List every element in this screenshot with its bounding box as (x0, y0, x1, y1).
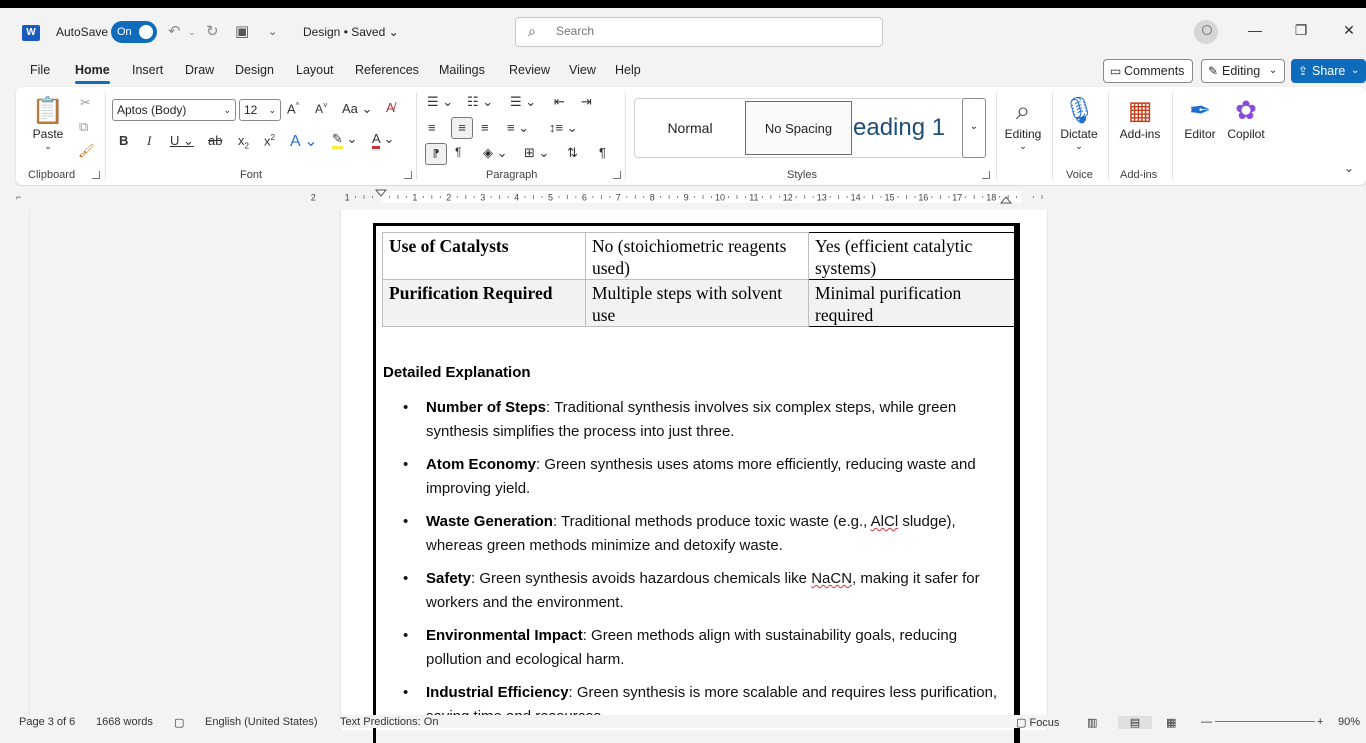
tab-stop-icon[interactable]: ⌐ (16, 192, 22, 202)
ruler-number: 2 (446, 192, 452, 203)
autosave-label: AutoSave (56, 25, 109, 39)
list-item-text: sludge), whereas green methods minimize and detoxify waste. (426, 513, 956, 554)
ruler-number: 12 (782, 192, 793, 203)
table-cell[interactable]: Use of Catalysts (383, 233, 586, 280)
redo-icon[interactable]: ↻ (206, 23, 219, 40)
styles-gallery (634, 98, 986, 158)
ruler-number: 2 (310, 192, 316, 203)
undo-icon[interactable]: ↶ (168, 23, 181, 40)
paragraph-launcher-icon[interactable] (613, 171, 621, 179)
autosave-toggle[interactable] (111, 21, 157, 43)
tab-review[interactable]: Review (509, 63, 550, 77)
chevron-down-icon: ⌄ (969, 121, 979, 132)
microphone-icon: 🎙 (1062, 95, 1096, 125)
focus-icon: ▢ (1016, 717, 1027, 729)
copy-icon[interactable]: ⧉ (79, 119, 89, 134)
chevron-down-icon: ⌄ (223, 105, 231, 115)
line-spacing-icon[interactable]: ↕≡ ⌄ (549, 120, 578, 135)
search-icon: ⌕ (528, 23, 536, 39)
editor-button[interactable]: ✒ Editor (1180, 93, 1220, 141)
horizontal-ruler (310, 190, 1048, 204)
voice-label: Voice (1066, 169, 1093, 181)
pencil-icon: ✎ (1208, 64, 1219, 78)
ruler-number: 18 (986, 192, 997, 203)
close-icon[interactable]: ✕ (1343, 22, 1355, 38)
add-ins-button[interactable]: ▦ Add-ins (1116, 93, 1164, 141)
ribbon (16, 87, 1366, 185)
editing-mode-button[interactable]: ✎ Editing ⌄ (1201, 59, 1285, 83)
minimize-icon[interactable]: — (1248, 22, 1262, 38)
subscript-icon[interactable]: $x_2$ (238, 133, 249, 151)
language-status[interactable]: English (United States) (205, 716, 318, 728)
list-item-text: : Traditional methods produce toxic waste (e.g., (552, 513, 871, 530)
list-item-text: : Green synthesis uses atoms more efficiently, reducing waste and improving yield. (426, 456, 976, 497)
ruler-number: 10 (714, 192, 726, 203)
list-item[interactable] (383, 453, 1008, 501)
sort-icon[interactable]: ⇅ (567, 145, 578, 160)
ruler-number: 9 (683, 192, 689, 203)
editor-pen-icon: ✒ (1189, 95, 1211, 125)
ruler-number: 7 (615, 192, 621, 203)
divider (1172, 93, 1173, 179)
list-item[interactable] (383, 396, 1008, 444)
list-item[interactable] (383, 510, 1008, 558)
table-cell[interactable]: No (stoichiometric reagents used) (586, 233, 809, 280)
tab-home[interactable]: Home (75, 63, 110, 77)
change-case-icon[interactable]: Aa ⌄ (342, 101, 373, 116)
tab-view[interactable]: View (569, 63, 596, 77)
list-item-text: : Green synthesis is more scalable and requires less purification, (568, 684, 998, 701)
ruler-area (0, 186, 1366, 210)
clipboard-label: Clipboard (28, 169, 76, 181)
tab-references[interactable]: References (355, 63, 419, 77)
divider (1108, 93, 1109, 179)
comments-button[interactable]: ▭ Comments (1103, 59, 1193, 83)
list-item[interactable] (383, 624, 1008, 672)
bullet-list (383, 396, 1008, 738)
chevron-down-icon: ⌄ (44, 141, 52, 151)
undo-dropdown-icon[interactable]: ⌄ (188, 27, 196, 37)
table-cell[interactable]: Purification Required (383, 280, 586, 327)
table-cell[interactable]: Minimal purification required (809, 280, 1015, 327)
comment-icon: ▭ (1110, 64, 1122, 78)
font-launcher-icon[interactable] (404, 171, 412, 179)
clipboard-icon: 📋 (31, 95, 65, 125)
save-icon[interactable]: ▣ (235, 23, 250, 40)
ruler-number: 1 (344, 192, 350, 203)
tab-file[interactable]: File (30, 63, 51, 77)
spelling-error[interactable]: AlCl (870, 513, 899, 530)
list-item[interactable] (383, 567, 1008, 615)
tab-layout[interactable]: Layout (296, 63, 334, 77)
share-icon: ⇪ (1298, 64, 1309, 78)
font-name-select[interactable]: Aptos (Body) ⌄ (112, 99, 236, 121)
paste-button[interactable]: 📋 Paste ⌄ (31, 95, 65, 151)
avatar[interactable] (1194, 20, 1218, 44)
title-bar (0, 8, 1366, 56)
chevron-down-icon: ⌄ (268, 105, 276, 115)
list-item-term: Safety (426, 570, 472, 587)
divider (416, 93, 417, 179)
list-item-text: : Green synthesis avoids hazardous chemicals like (471, 570, 812, 587)
tab-draw[interactable]: Draw (185, 63, 215, 77)
status-bar (0, 715, 1366, 728)
spelling-error[interactable]: NaCN (811, 570, 853, 587)
show-formatting-icon[interactable]: ¶ (599, 145, 606, 160)
styles-label: Styles (787, 169, 817, 181)
list-item-text: : Traditional synthesis involves six complex steps, while green synthesis simplifies the process into just three. (426, 399, 957, 440)
document-title[interactable]: Design • Saved ⌄ (303, 25, 399, 39)
clipboard-launcher-icon[interactable] (92, 171, 100, 179)
add-ins-icon: ▦ (1127, 95, 1153, 125)
rtl-icon[interactable]: ¶ (455, 145, 462, 159)
style-heading-1[interactable]: eading 1 (853, 114, 946, 141)
ruler-number: 13 (816, 192, 827, 203)
chevron-down-icon: ⌄ (1019, 141, 1027, 151)
ruler-number: 11 (749, 192, 759, 203)
list-item-text: : Green methods align with sustainability goals, reducing pollution and ecological harm. (426, 627, 958, 668)
borders-icon[interactable]: ⊞ ⌄ (524, 145, 550, 160)
chevron-down-icon: ⌄ (1075, 141, 1083, 151)
bullets-icon[interactable]: ☰ ⌄ (427, 94, 454, 109)
zoom-out-icon[interactable]: — (1201, 716, 1212, 728)
table-cell[interactable]: Yes (efficient catalytic systems) (809, 233, 1015, 280)
grow-font-icon[interactable]: A^ (287, 101, 300, 117)
clear-formatting-icon[interactable]: A̸ (386, 100, 395, 115)
read-mode-icon[interactable]: ▥ (1087, 717, 1098, 729)
bold-icon[interactable]: B (119, 133, 129, 148)
search-icon: ⌕ (1015, 95, 1031, 125)
ruler-number: 8 (649, 192, 655, 203)
copilot-icon: ✿ (1235, 95, 1257, 125)
chevron-down-icon: ⌄ (1350, 65, 1360, 76)
styles-launcher-icon[interactable] (982, 171, 990, 179)
paragraph-label: Paragraph (486, 169, 538, 181)
tab-mailings[interactable]: Mailings (439, 63, 485, 77)
cut-icon[interactable]: ✂ (80, 95, 91, 110)
copilot-button[interactable]: ✿ Copilot (1224, 93, 1268, 141)
decrease-indent-icon[interactable]: ⇤ (554, 94, 565, 109)
shading-icon[interactable]: ◈ ⌄ (483, 145, 508, 160)
justify-icon[interactable]: ≡ ⌄ (507, 120, 530, 135)
align-left-icon[interactable]: ≡ (428, 120, 436, 135)
divider (105, 93, 106, 179)
table-row (383, 280, 1015, 327)
divider (996, 93, 997, 179)
font-color-icon[interactable]: A ⌄ (372, 131, 394, 147)
list-item-term: Environmental Impact (426, 627, 583, 644)
style-normal[interactable]: Normal (667, 120, 713, 136)
table-row (383, 233, 1015, 280)
font-label: Font (240, 169, 263, 181)
increase-indent-icon[interactable]: ⇥ (581, 94, 592, 109)
editing-button[interactable]: ⌕ Editing ⌄ (1002, 93, 1044, 152)
section-heading[interactable]: Detailed Explanation (383, 364, 531, 381)
zoom-slider[interactable] (1215, 721, 1315, 722)
chevron-down-icon: ⌄ (1268, 65, 1278, 76)
ruler-number: 6 (581, 192, 587, 203)
align-center-icon[interactable]: ≡ (451, 117, 473, 139)
ruler-number: 16 (918, 192, 929, 203)
tab-design[interactable]: Design (235, 63, 274, 77)
ruler-number: 5 (547, 192, 554, 203)
align-right-icon[interactable]: ≡ (481, 120, 489, 135)
text-effects-icon[interactable]: A ⌄ (290, 133, 318, 150)
shrink-font-icon[interactable]: A˅ (315, 101, 328, 116)
restore-icon[interactable]: ❐ (1294, 22, 1308, 38)
list-item-term: Atom Economy (426, 456, 537, 473)
page-count[interactable]: Page 3 of 6 (19, 716, 76, 728)
style-no-spacing[interactable]: No Spacing (745, 101, 852, 155)
ltr-icon[interactable]: ⁋ (425, 143, 447, 165)
styles-more-button[interactable] (962, 98, 986, 158)
ruler-number: 15 (884, 192, 895, 203)
word-icon[interactable]: W (22, 25, 40, 41)
list-item-term: Waste Generation (426, 513, 553, 530)
text-predictions-status[interactable]: Text Predictions: On (340, 716, 439, 728)
dictate-button[interactable]: 🎙 Dictate ⌄ (1058, 93, 1100, 152)
web-layout-icon[interactable]: ▦ (1166, 717, 1177, 729)
print-layout-icon[interactable]: ▤ (1118, 716, 1152, 729)
underline-icon[interactable]: U ⌄ (170, 133, 194, 148)
table-cell[interactable]: Multiple steps with solvent use (586, 280, 809, 327)
add-ins-label: Add-ins (1120, 169, 1158, 181)
multilevel-list-icon[interactable]: ☰ ⌄ (510, 94, 537, 109)
divider (1052, 93, 1053, 179)
customize-toolbar-icon[interactable]: ⌄ (268, 26, 278, 38)
top-edge (0, 0, 1366, 8)
vertical-ruler (0, 186, 30, 716)
collapse-ribbon-icon[interactable]: ⌄ (1344, 161, 1355, 175)
list-item-term: Industrial Efficiency (426, 684, 569, 701)
format-painter-icon[interactable]: 🖌 (78, 143, 95, 158)
list-item-text: , making it safer for workers and the environment. (426, 570, 980, 611)
ruler-number: 17 (952, 192, 963, 203)
superscript-icon[interactable]: $x^2$ (264, 133, 275, 149)
ruler-number: 14 (850, 192, 861, 203)
comparison-table (382, 232, 1015, 327)
tab-insert[interactable]: Insert (132, 63, 164, 77)
font-size-select[interactable]: 12 ⌄ (239, 99, 281, 121)
proofing-icon[interactable]: ▢ (174, 717, 185, 729)
tab-help[interactable]: Help (615, 63, 641, 77)
share-button[interactable]: ⇪ Share ⌄ (1291, 59, 1366, 83)
list-item-term: Number of Steps (426, 399, 547, 416)
zoom-in-icon[interactable]: + (1317, 716, 1324, 728)
focus-button[interactable]: ▢ Focus (1016, 717, 1060, 729)
ruler-ticks (310, 190, 1048, 204)
italic-icon[interactable]: I (147, 133, 152, 148)
zoom-level[interactable]: 90% (1338, 716, 1361, 728)
ruler-number: 1 (412, 192, 418, 203)
search-input[interactable] (556, 24, 856, 38)
ruler-number: 3 (480, 192, 486, 203)
numbering-icon[interactable]: ☷ ⌄ (467, 94, 494, 109)
search-box[interactable] (515, 17, 883, 47)
divider (625, 93, 626, 179)
word-count[interactable]: 1668 words (96, 716, 153, 728)
ruler-number: 4 (514, 192, 520, 203)
strikethrough-icon[interactable]: ab (208, 133, 223, 148)
document-page (340, 210, 1048, 730)
autosave-state: On (117, 26, 132, 38)
highlight-icon[interactable]: ✎ ⌄ (332, 131, 357, 147)
